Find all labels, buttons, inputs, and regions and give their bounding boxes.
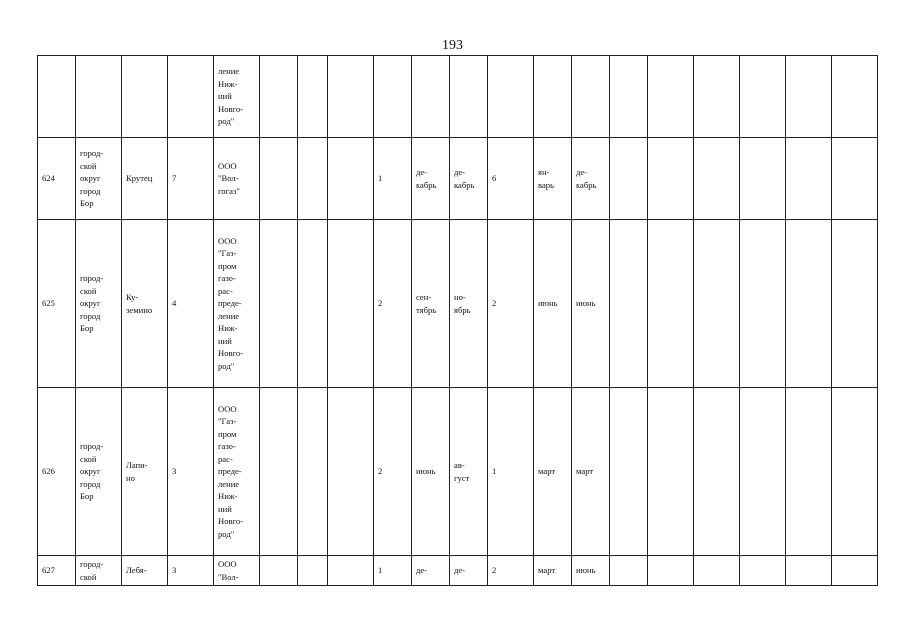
table-cell [374,56,412,138]
table-cell [786,138,832,220]
table-cell [260,556,298,586]
table-cell: ав- густ [450,388,488,556]
table-cell: июнь [572,556,610,586]
table-cell: 7 [168,138,214,220]
table-cell [328,556,374,586]
table-cell [694,556,740,586]
table-cell: июнь [412,388,450,556]
table-cell: город- ской округ город Бор [76,138,122,220]
table-cell [694,220,740,388]
table-cell: ООО "Газ- пром газо- рас- преде- ление Ниж- ний Новго- род" [214,220,260,388]
table-cell [328,56,374,138]
table-cell: Лапи- но [122,388,168,556]
table-row [38,138,878,220]
table-cell: март [534,556,572,586]
table-cell: Крутец [122,138,168,220]
table-cell [786,220,832,388]
table-cell [740,220,786,388]
table-cell [298,388,328,556]
table-cell [534,56,572,138]
table-cell [412,56,450,138]
table-cell [298,138,328,220]
table-cell [694,388,740,556]
table-cell [740,56,786,138]
table-cell [76,56,122,138]
table-cell [694,56,740,138]
table-cell [260,388,298,556]
table-cell: 1 [374,138,412,220]
table-cell [740,556,786,586]
table-cell [610,556,648,586]
table-cell: июнь [572,220,610,388]
table-row [38,556,878,586]
table-cell [298,556,328,586]
data-table [37,55,878,586]
table-cell: 625 [38,220,76,388]
table-cell: город- ской округ город Бор [76,220,122,388]
table-cell [260,138,298,220]
table-cell: 627 [38,556,76,586]
table-cell: 2 [374,220,412,388]
table-cell: Лебя- [122,556,168,586]
table-cell: сен- тябрь [412,220,450,388]
table-cell [648,56,694,138]
table-cell: 1 [374,556,412,586]
table-cell [648,388,694,556]
table-cell [610,220,648,388]
table-cell [740,388,786,556]
table-cell [298,220,328,388]
table-cell [832,220,878,388]
table-cell: март [572,388,610,556]
table-cell [694,138,740,220]
table-cell [832,56,878,138]
table-cell [610,56,648,138]
table-cell [38,56,76,138]
table-cell [648,220,694,388]
table-cell: город- ской [76,556,122,586]
table-cell [122,56,168,138]
table-cell [610,388,648,556]
table-cell [260,56,298,138]
table-cell: но- ябрь [450,220,488,388]
table-cell [832,138,878,220]
table-cell: 624 [38,138,76,220]
table-row [38,388,878,556]
table-cell: 4 [168,220,214,388]
table-cell: город- ской округ город Бор [76,388,122,556]
table-cell [832,388,878,556]
table-cell [450,56,488,138]
table-cell: де- кабрь [412,138,450,220]
table-cell: де- [412,556,450,586]
table-cell [328,388,374,556]
table-cell [328,220,374,388]
table-cell: Ку- земино [122,220,168,388]
table-cell [740,138,786,220]
table-cell: 2 [488,220,534,388]
table-cell: 3 [168,556,214,586]
table-cell: ян- варь [534,138,572,220]
table-cell: ление Ниж- ний Новго- род" [214,56,260,138]
page-number: 193 [442,38,463,53]
table-cell [298,56,328,138]
table-cell: март [534,388,572,556]
table-cell [786,556,832,586]
table-cell [572,56,610,138]
table-cell [328,138,374,220]
table-cell: 3 [168,388,214,556]
table-cell [260,220,298,388]
table-cell [610,138,648,220]
table-row [38,56,878,138]
table-cell: 2 [488,556,534,586]
table-cell [786,56,832,138]
table-cell [648,138,694,220]
table-cell: де- [450,556,488,586]
table-cell: де- кабрь [450,138,488,220]
table-cell: 626 [38,388,76,556]
table-cell [786,388,832,556]
table-cell [168,56,214,138]
table-cell: ООО "Вол- гогаз" [214,138,260,220]
table-cell: 6 [488,138,534,220]
table-cell [488,56,534,138]
table-cell [648,556,694,586]
table-row [38,220,878,388]
table-cell [832,556,878,586]
table-cell: де- кабрь [572,138,610,220]
table-cell: 2 [374,388,412,556]
table-cell: ООО "Вол- [214,556,260,586]
table-cell: 1 [488,388,534,556]
table-cell: ООО "Газ- пром газо- рас- преде- ление Ниж- ний Новго- род" [214,388,260,556]
table-cell: июнь [534,220,572,388]
